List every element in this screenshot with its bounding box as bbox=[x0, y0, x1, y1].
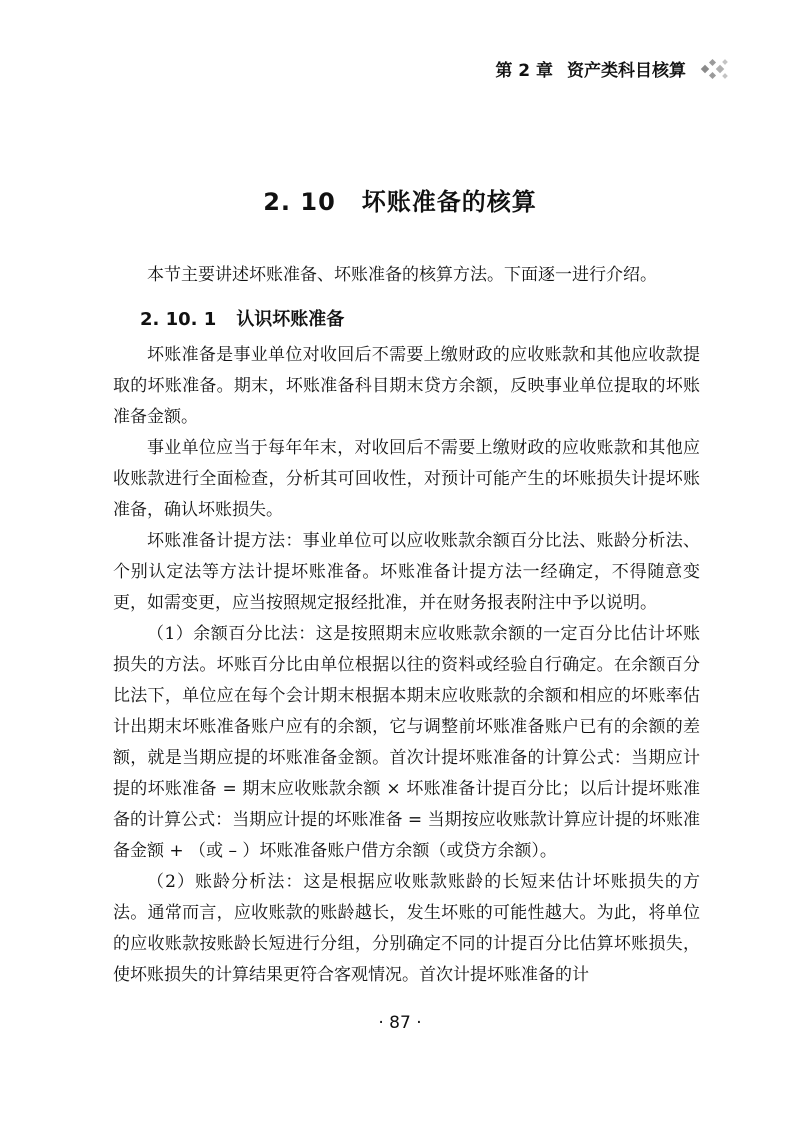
page-number: · 87 · bbox=[378, 1013, 422, 1033]
subsection-title: 认识坏账准备 bbox=[236, 309, 345, 330]
subsection-heading bbox=[140, 304, 727, 335]
section-title-number: 2. 10 bbox=[263, 188, 336, 216]
body-text bbox=[113, 340, 700, 991]
intro-paragraph: 本节主要讲述坏账准备、坏账准备的核算方法。下面逐一进行介绍。 bbox=[147, 265, 657, 285]
paragraph: 坏账准备是事业单位对收回后不需要上缴财政的应收账款和其他应收款提取的坏账准备。期末，坏账准备科目期末贷方余额，反映事业单位提取的坏账准备金额。 bbox=[113, 345, 700, 427]
running-header bbox=[495, 56, 730, 81]
subsection-number: 2. 10. 1 bbox=[140, 309, 217, 330]
paragraph: 事业单位应当于每年年末，对收回后不需要上缴财政的应收账款和其他应收账款进行全面检查，分析其可回收性，对预计可能产生的坏账损失计提坏账准备，确认坏账损失。 bbox=[113, 438, 700, 520]
section-title-text: 坏账准备的核算 bbox=[361, 188, 537, 216]
paragraph: （2）账龄分析法：这是根据应收账款账龄的长短来估计坏账损失的方法。通常而言，应收账款的账龄越长，发生坏账的可能性越大。为此，将单位的应收账款按账龄长短进行分组，分别确定不同的计提百分比估算坏账损失，使坏账损失的计算结果更符合客观情况。首次计提坏账准备的计 bbox=[113, 872, 700, 985]
paragraph: 坏账准备计提方法：事业单位可以应收账款余额百分比法、账龄分析法、个别认定法等方法计提坏账准备。坏账准备计提方法一经确定，不得随意变更，如需变更，应当按照规定报经批准，并在财务报表附注中予以说明。 bbox=[113, 531, 700, 613]
paragraph: （1）余额百分比法：这是按照期末应收账款余额的一定百分比估计坏账损失的方法。坏账百分比由单位根据以往的资料或经验自行确定。在余额百分比法下，单位应在每个会计期末根据本期末应收账款的余额和相应的坏账率估计出期末坏账准备账户应有的余额，它与调整前坏账准备账户已有的余额的差额，就是当期应提的坏账准备金额。首次计提坏账准备的计算公式：当期应计提的坏账准备 = 期末应收账款余额 × 坏账准备计提百分比；以后计提坏账准备的计算公式：当期应计提的坏账准备 = 当期按应收账款计算应计提的坏账准备金额 + （或 – ）坏账准备账户借方余额（或贷方余额）。 bbox=[113, 624, 700, 861]
header-diamond-ornament-icon bbox=[700, 57, 730, 81]
header-chapter: 第 2 章 bbox=[495, 61, 553, 81]
header-chapter-title: 资产类科目核算 bbox=[567, 61, 686, 81]
section-title bbox=[0, 182, 800, 217]
